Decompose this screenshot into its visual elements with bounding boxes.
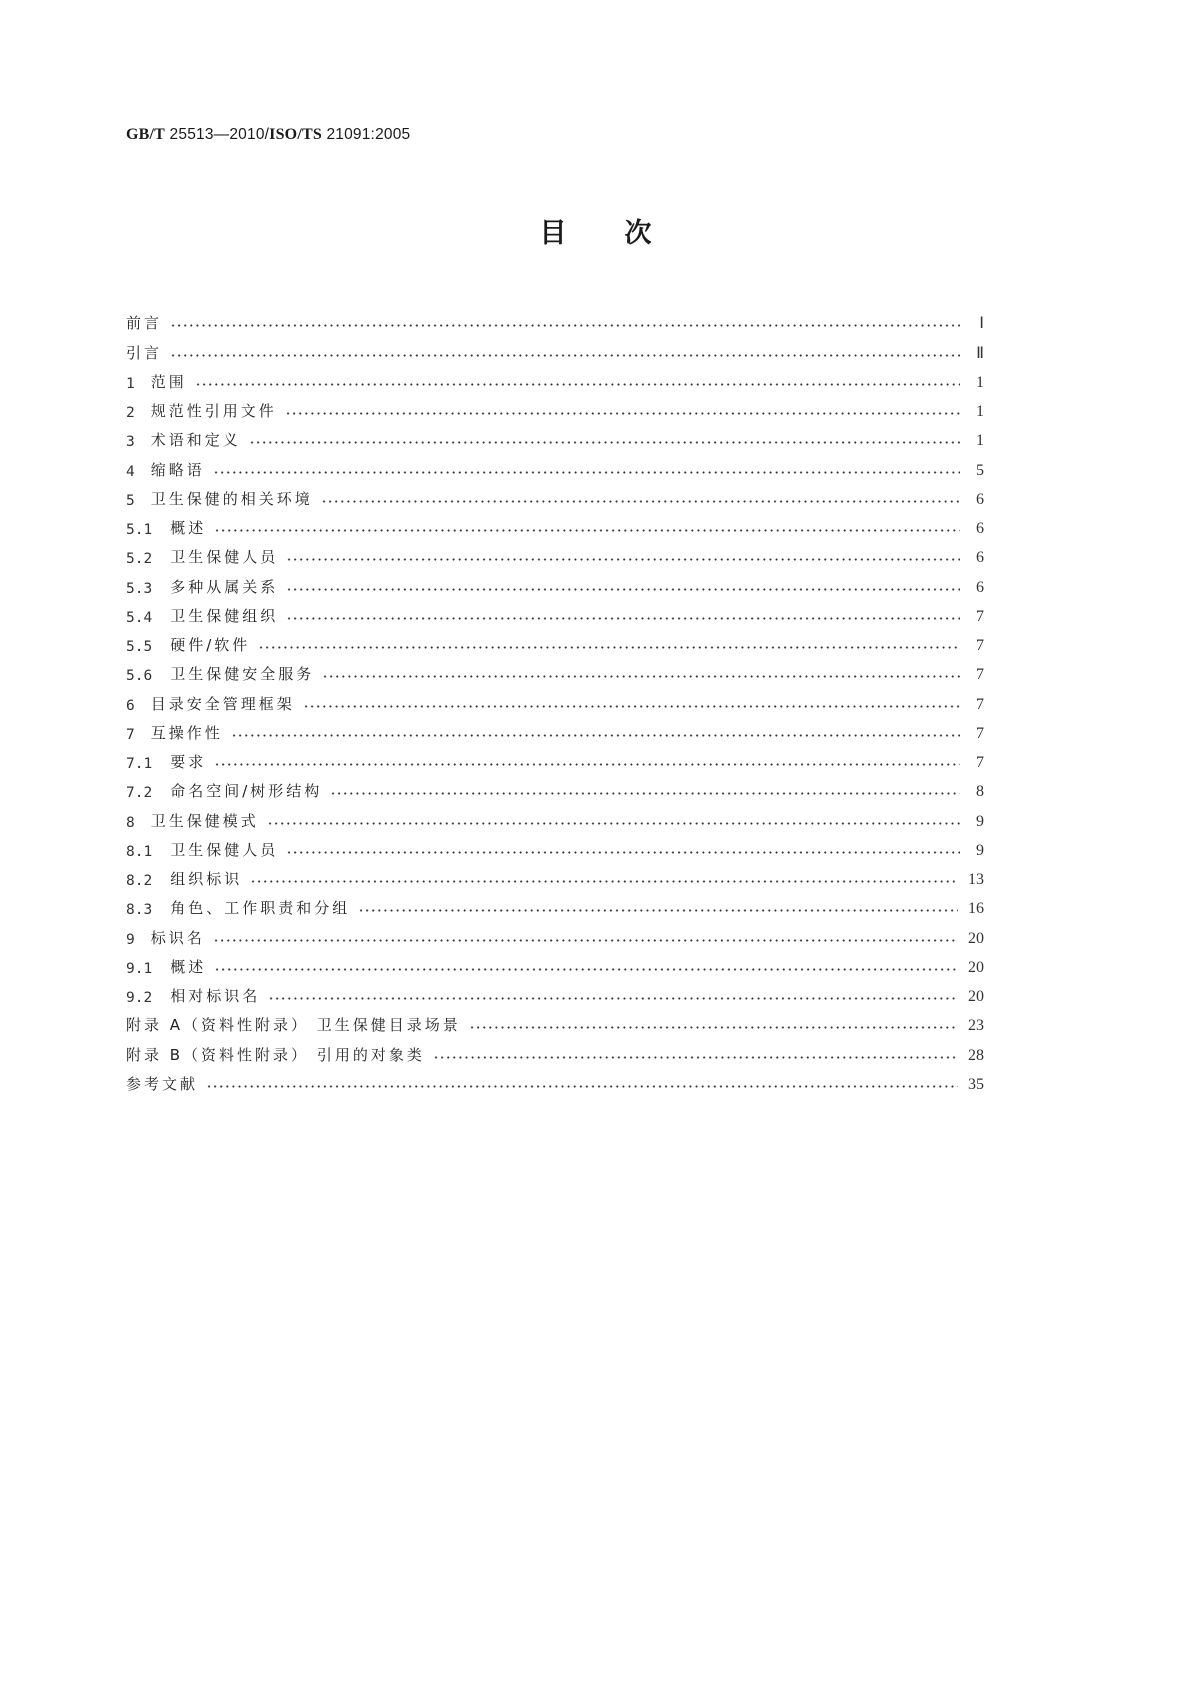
leader-dots — [213, 939, 958, 942]
section-title: 卫生保健模式 — [150, 811, 259, 830]
section-number: 9.1 — [126, 960, 153, 977]
section-number: 8.1 — [126, 843, 153, 860]
section-number: 6 — [126, 697, 135, 714]
leader-dots — [322, 675, 960, 678]
section-title: 范围 — [150, 372, 187, 391]
title-char-1: 目 — [539, 218, 567, 249]
leader-dots — [214, 968, 958, 971]
leader-dots — [285, 412, 960, 415]
toc-entry[interactable] — [126, 948, 984, 977]
page-number: 1 — [976, 403, 984, 420]
section-title: 附录 A（资料性附录） 卫生保健目录场景 — [126, 1016, 461, 1035]
toc-entry[interactable] — [126, 363, 984, 392]
iso-number: 21091:2005 — [321, 126, 411, 143]
toc-entry[interactable] — [126, 831, 984, 860]
page-number: 6 — [976, 520, 984, 537]
toc-entry[interactable] — [126, 714, 984, 743]
leader-dots — [170, 324, 960, 327]
section-number: 1 — [126, 375, 135, 392]
leader-dots — [195, 383, 960, 386]
page-number: 28 — [968, 1046, 984, 1064]
leader-dots — [286, 588, 960, 591]
section-title: 目录安全管理框架 — [150, 694, 295, 713]
page-number: 20 — [968, 958, 984, 976]
leader-dots — [258, 646, 960, 649]
page-number: 7 — [976, 695, 984, 713]
leader-dots — [303, 705, 960, 708]
toc-entry[interactable] — [126, 655, 984, 684]
page-number: 8 — [976, 783, 984, 801]
page-number: 35 — [968, 1075, 984, 1093]
section-number: 8.2 — [126, 873, 153, 889]
standard-code-header — [126, 126, 410, 144]
leader-dots — [433, 1056, 958, 1059]
section-title: 要求 — [170, 753, 207, 771]
page-number: 9 — [976, 812, 984, 830]
leader-dots — [267, 822, 960, 825]
section-number: 9 — [126, 931, 135, 948]
toc-entry[interactable] — [126, 333, 984, 362]
toc-entry[interactable] — [126, 801, 984, 830]
section-title: 卫生保健的相关环境 — [150, 489, 313, 508]
section-title: 规范性引用文件 — [150, 402, 277, 420]
page-number: 7 — [976, 607, 984, 625]
section-title: 多种从属关系 — [170, 577, 279, 596]
toc-entry[interactable] — [126, 421, 984, 450]
leader-dots — [206, 1085, 958, 1088]
table-of-contents — [126, 304, 984, 1094]
toc-entry[interactable] — [126, 597, 984, 626]
section-title: 引言 — [126, 343, 163, 362]
iso-prefix: ISO/TS — [269, 126, 322, 143]
section-number: 2 — [126, 405, 135, 421]
leader-dots — [170, 354, 960, 357]
section-number: 5.3 — [126, 580, 153, 597]
leader-dots — [286, 851, 960, 854]
section-title: 卫生保健人员 — [170, 548, 279, 567]
page-number: Ⅰ — [979, 315, 984, 333]
section-title: 命名空间/树形结构 — [170, 782, 323, 801]
section-number: 5.1 — [126, 522, 153, 538]
toc-entry[interactable] — [126, 1065, 984, 1094]
page-number: 20 — [968, 929, 984, 947]
section-number: 7 — [126, 726, 135, 743]
page-number: 16 — [968, 900, 984, 918]
toc-entry[interactable] — [126, 392, 984, 421]
page-number: 5 — [976, 461, 984, 479]
page-number: 13 — [968, 871, 984, 888]
std-number: 25513—2010/ — [165, 126, 270, 143]
leader-dots — [214, 529, 960, 532]
leader-dots — [231, 734, 960, 737]
toc-entry[interactable] — [126, 977, 984, 1006]
title-char-2: 次 — [624, 218, 652, 249]
toc-entry[interactable] — [126, 480, 984, 509]
section-title: 附录 B（资料性附录） 引用的对象类 — [126, 1045, 425, 1064]
section-title: 标识名 — [150, 928, 205, 947]
toc-entry[interactable] — [126, 743, 984, 772]
toc-entry[interactable] — [126, 626, 984, 655]
section-title: 概述 — [170, 957, 207, 976]
toc-entry[interactable] — [126, 684, 984, 713]
page-number: 9 — [976, 841, 984, 859]
leader-dots — [330, 792, 960, 795]
page-number: 23 — [968, 1017, 984, 1035]
section-title: 互操作性 — [150, 723, 223, 742]
toc-entry[interactable] — [126, 567, 984, 596]
section-title: 概述 — [170, 519, 207, 537]
leader-dots — [286, 617, 960, 620]
section-title: 相对标识名 — [170, 987, 261, 1005]
page-number: 6 — [976, 578, 984, 596]
leader-dots — [358, 909, 958, 912]
section-number: 5 — [126, 492, 135, 509]
section-title: 硬件/软件 — [170, 636, 251, 654]
section-title: 缩略语 — [150, 460, 205, 479]
section-number: 7.1 — [126, 756, 153, 772]
section-title: 角色、工作职责和分组 — [170, 899, 351, 918]
page-number: 7 — [976, 754, 984, 771]
page-number: 7 — [976, 666, 984, 684]
section-title: 参考文献 — [126, 1074, 199, 1093]
section-title: 术语和定义 — [150, 431, 241, 450]
leader-dots — [268, 997, 958, 1000]
section-title: 前言 — [126, 314, 163, 333]
toc-entry[interactable] — [126, 918, 984, 947]
leader-dots — [214, 763, 960, 766]
section-number: 5.2 — [126, 551, 153, 568]
section-number: 7.2 — [126, 785, 153, 802]
section-title: 卫生保健安全服务 — [170, 665, 315, 684]
page-number: Ⅱ — [976, 344, 984, 362]
leader-dots — [321, 500, 960, 503]
section-number: 3 — [126, 434, 135, 451]
toc-entry[interactable] — [126, 1006, 984, 1035]
page-number: 7 — [976, 724, 984, 742]
section-number: 5.4 — [126, 609, 153, 626]
toc-entry[interactable] — [126, 538, 984, 567]
std-prefix: GB/T — [126, 126, 166, 143]
toc-entry[interactable] — [126, 860, 984, 889]
page-title — [0, 211, 1191, 250]
toc-entry[interactable] — [126, 509, 984, 538]
page-number: 6 — [976, 549, 984, 567]
toc-entry[interactable] — [126, 1035, 984, 1064]
toc-entry[interactable] — [126, 450, 984, 479]
page-number: 6 — [976, 490, 984, 508]
section-number: 4 — [126, 463, 135, 480]
section-number: 9.2 — [126, 990, 153, 1006]
page-number: 1 — [976, 432, 984, 450]
toc-entry[interactable] — [126, 889, 984, 918]
leader-dots — [469, 1026, 958, 1029]
leader-dots — [213, 471, 960, 474]
section-number: 5.6 — [126, 668, 153, 685]
section-title: 卫生保健人员 — [170, 840, 279, 859]
section-number: 5.5 — [126, 639, 153, 655]
section-number: 8 — [126, 814, 135, 831]
leader-dots — [249, 441, 960, 444]
page-number: 20 — [968, 988, 984, 1005]
page-number: 7 — [976, 637, 984, 654]
leader-dots — [286, 558, 960, 561]
toc-entry[interactable] — [126, 772, 984, 801]
page-number: 1 — [976, 373, 984, 391]
section-title: 卫生保健组织 — [170, 606, 279, 625]
section-title: 组织标识 — [170, 870, 243, 888]
toc-entry[interactable] — [126, 304, 984, 333]
leader-dots — [250, 880, 958, 883]
section-number: 8.3 — [126, 902, 153, 919]
